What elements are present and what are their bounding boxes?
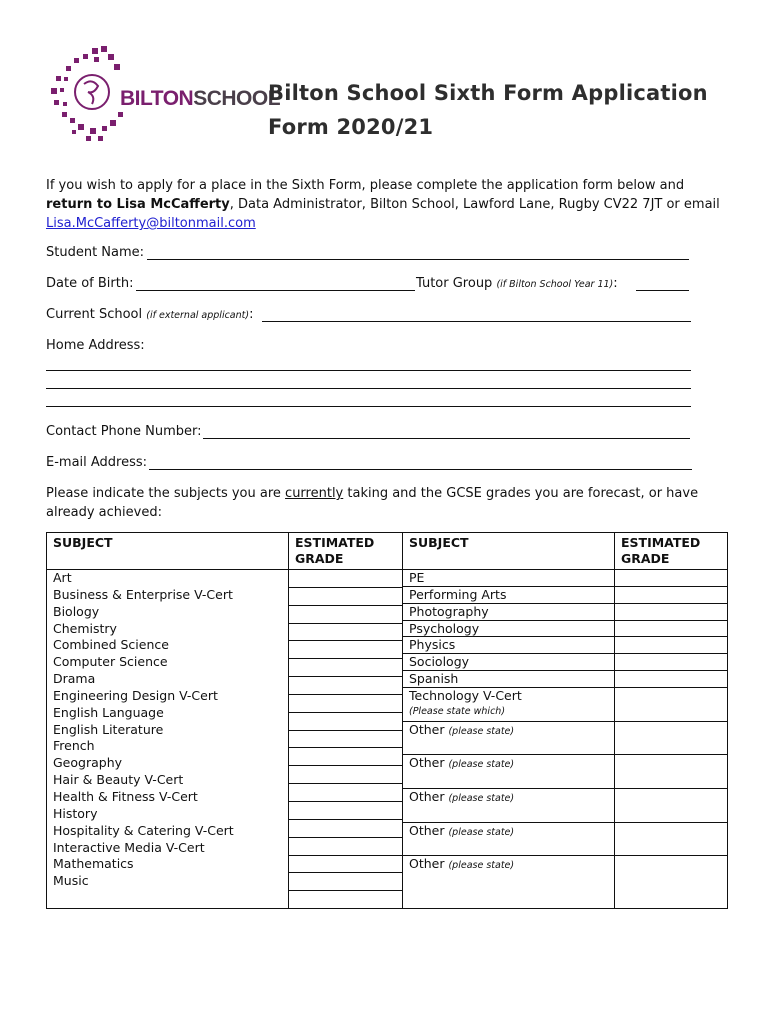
page-title: Bilton School Sixth Form Application Form 2020/21 — [268, 81, 708, 139]
table-header-row — [47, 533, 728, 570]
grade-input[interactable] — [289, 570, 402, 588]
other-subject-field[interactable]: Other (please state) — [403, 755, 614, 789]
grade-input[interactable] — [289, 820, 402, 838]
subject-item: French — [53, 738, 95, 754]
student-name-field[interactable] — [147, 259, 689, 260]
grade-input[interactable] — [289, 748, 402, 766]
grade-input[interactable] — [289, 731, 402, 749]
grade-input[interactable] — [289, 838, 402, 856]
subjects-instructions: Please indicate the subjects you are currently taking and the GCSE grades you are forecast, or have already achieved: — [46, 486, 699, 520]
subject-item: Performing Arts — [403, 587, 614, 604]
tutor-group-field[interactable] — [636, 290, 689, 291]
grade-input[interactable] — [615, 823, 727, 857]
other-subject-field[interactable]: Other (please state) — [403, 789, 614, 823]
grade-input[interactable] — [289, 873, 402, 891]
intro-paragraph: If you wish to apply for a place in the Sixth Form, please complete the application form below and return to Lisa McCafferty, Data Administrator, Bilton School, Lawford Lane, Rugby CV22 7JT or email Lisa.McCafferty@biltonmail.com — [46, 178, 720, 231]
subject-item: Drama — [53, 671, 96, 687]
left-grades-cell — [289, 570, 403, 909]
subject-item: Chemistry — [53, 620, 117, 636]
dob-field[interactable] — [136, 290, 415, 291]
subjects-table — [46, 532, 728, 909]
grade-input[interactable] — [289, 659, 402, 677]
grade-input[interactable] — [615, 570, 727, 587]
home-address-line-1[interactable] — [46, 370, 691, 371]
phone-field[interactable] — [203, 438, 690, 439]
col-subject-header: SUBJECT — [47, 533, 289, 570]
other-subject-field[interactable]: Other (please state) — [403, 823, 614, 857]
other-subject-field[interactable]: Other (please state) — [403, 722, 614, 756]
left-subjects-cell — [47, 570, 289, 909]
grade-input[interactable] — [615, 587, 727, 604]
grade-input[interactable] — [289, 713, 402, 731]
logo-emblem-icon — [48, 44, 128, 144]
grade-input[interactable] — [289, 784, 402, 802]
grade-input[interactable] — [615, 654, 727, 671]
home-address-line-2[interactable] — [46, 388, 691, 389]
right-subjects-cell — [403, 570, 615, 909]
grade-input[interactable] — [289, 606, 402, 624]
subject-item: History — [53, 805, 98, 821]
school-logo — [48, 44, 281, 144]
home-address-line-3[interactable] — [46, 406, 691, 407]
subject-item: Hair & Beauty V-Cert — [53, 772, 184, 788]
subject-item: English Language — [53, 704, 164, 720]
logo-wordmark: BILTONSCHOOL — [120, 87, 281, 110]
subject-item: Business & Enterprise V-Cert — [53, 586, 233, 602]
subject-item: Computer Science — [53, 654, 168, 670]
grade-input[interactable] — [289, 891, 402, 908]
col-grade-header: ESTIMATED GRADE — [289, 533, 403, 570]
subject-item: Physics — [403, 637, 614, 654]
grade-input[interactable] — [615, 856, 727, 889]
subject-item: Engineering Design V-Cert — [53, 687, 218, 703]
subject-item: Hospitality & Catering V-Cert — [53, 822, 234, 838]
subject-item: Psychology — [403, 621, 614, 638]
current-school-label: Current School (if external applicant): — [46, 307, 254, 322]
col-subject-header-2: SUBJECT — [403, 533, 615, 570]
subject-item: Interactive Media V-Cert — [53, 839, 205, 855]
grade-input[interactable] — [289, 856, 402, 874]
table-body-row — [47, 570, 728, 909]
grade-input[interactable] — [615, 671, 727, 688]
subject-item: Sociology — [403, 654, 614, 671]
subject-item: Photography — [403, 604, 614, 621]
subject-item: Mathematics — [53, 856, 134, 872]
col-grade-header-2: ESTIMATED GRADE — [615, 533, 728, 570]
grade-input[interactable] — [289, 641, 402, 659]
subject-item: English Literature — [53, 721, 164, 737]
subject-item: Technology V-Cert (Please state which) — [403, 688, 614, 722]
tutor-group-label: Tutor Group (if Bilton School Year 11): — [416, 276, 618, 291]
subject-item: Health & Fitness V-Cert — [53, 788, 198, 804]
subject-item: Geography — [53, 755, 123, 771]
student-name-label: Student Name: — [46, 245, 145, 260]
other-subject-field[interactable]: Other (please state) — [409, 856, 515, 872]
subject-item: Art — [53, 570, 72, 585]
grade-input[interactable] — [289, 588, 402, 606]
grade-input[interactable] — [615, 637, 727, 654]
home-address-label: Home Address: — [46, 338, 145, 353]
grade-input[interactable] — [289, 802, 402, 820]
grade-input[interactable] — [289, 677, 402, 695]
email-link[interactable]: Lisa.McCafferty@biltonmail.com — [46, 216, 256, 231]
grade-input[interactable] — [615, 755, 727, 789]
grade-input[interactable] — [289, 695, 402, 713]
phone-label: Contact Phone Number: — [46, 424, 202, 439]
grade-input[interactable] — [615, 722, 727, 756]
subject-item: Combined Science — [53, 637, 169, 653]
right-grades-cell — [615, 570, 728, 909]
subject-item: PE — [403, 570, 614, 587]
subject-item: Music — [53, 873, 89, 889]
dob-label: Date of Birth: — [46, 276, 134, 291]
subject-item: Spanish — [403, 671, 614, 688]
subject-item: Biology — [53, 603, 100, 619]
grade-input[interactable] — [289, 624, 402, 642]
grade-input[interactable] — [289, 766, 402, 784]
grade-input[interactable] — [615, 688, 727, 722]
grade-input[interactable] — [615, 621, 727, 638]
grade-input[interactable] — [615, 789, 727, 823]
current-school-field[interactable] — [262, 321, 691, 322]
email-label: E-mail Address: — [46, 455, 148, 470]
email-field[interactable] — [149, 469, 692, 470]
grade-input[interactable] — [615, 604, 727, 621]
